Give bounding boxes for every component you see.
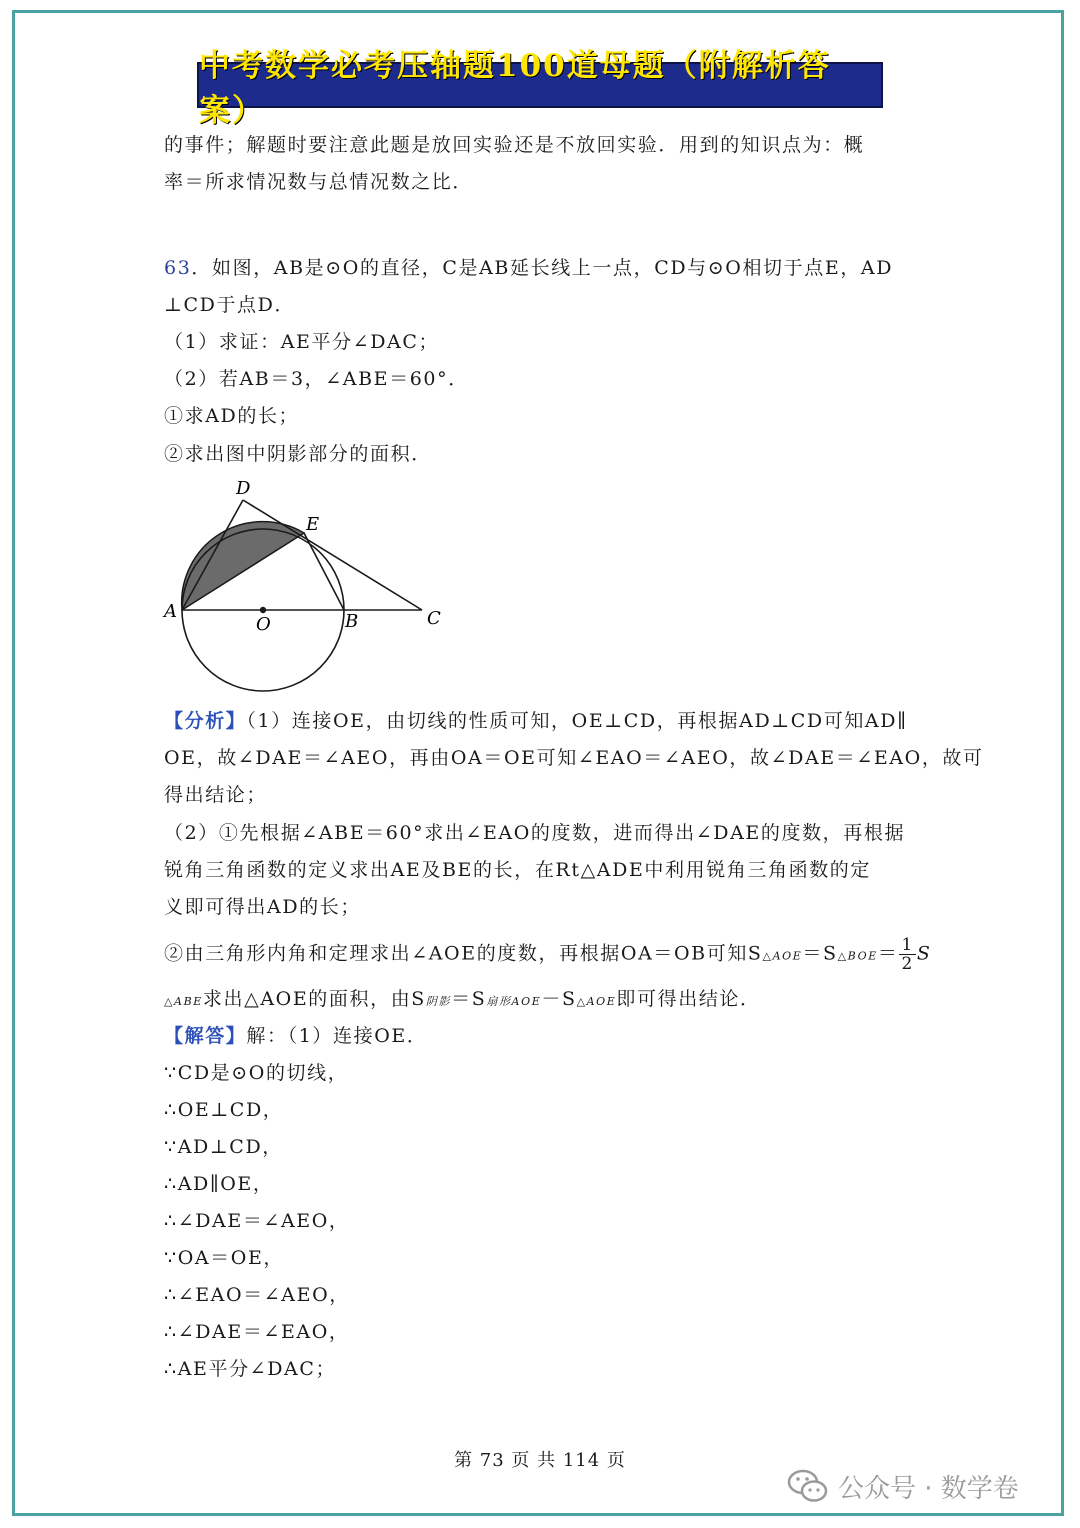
fraction-denominator: 2	[901, 954, 914, 974]
solution-step: ∴AD∥OE，	[164, 1173, 274, 1195]
analysis-tag: 【分析】	[164, 710, 247, 732]
segment-eb	[304, 533, 344, 610]
solution-step: ∵AD⊥CD，	[164, 1136, 283, 1158]
intro-line-1: 的事件；解题时要注意此题是放回实验还是不放回实验．用到的知识点为：概	[164, 134, 865, 156]
analysis-text-7d: S	[916, 942, 932, 965]
analysis-line-8	[164, 987, 761, 1014]
subscript-aoe: △AOE	[762, 949, 803, 963]
problem-stem: ．如图，AB是⊙O的直径，C是AB延长线上一点，CD与⊙O相切于点E，AD	[191, 257, 894, 279]
analysis-line-2: OE，故∠DAE＝∠AEO，再由OA＝OE可知∠EAO＝∠AEO，故∠DAE＝∠EAO，故可	[164, 747, 984, 769]
intro-line-2: 率＝所求情况数与总情况数之比．	[164, 171, 474, 193]
problem-part-1: （1）求证：AE平分∠DAC；	[164, 331, 440, 353]
analysis-line-5: 锐角三角函数的定义求出AE及BE的长，在Rt△ADE中利用锐角三角函数的定	[164, 859, 872, 881]
watermark-text: 公众号 · 数学卷	[838, 1473, 1019, 1504]
label-a: A	[164, 601, 177, 622]
shaded-segment	[182, 522, 304, 610]
solution-step: ∴∠EAO＝∠AEO，	[164, 1284, 350, 1306]
problem-number: 63	[164, 257, 192, 279]
solution-line-intro	[164, 1024, 427, 1048]
analysis-text-8c: －S	[541, 988, 577, 1010]
page-banner-title: 中考数学必考压轴题100道母题（附解析答案）	[197, 62, 883, 108]
fraction-numerator: 1	[901, 935, 914, 955]
analysis-text-7b: ＝S	[802, 942, 838, 965]
fraction-half	[899, 936, 915, 973]
problem-sub-2: ②求出图中阴影部分的面积．	[164, 443, 432, 465]
label-d: D	[236, 478, 251, 499]
analysis-line-6: 义即可得出AD的长；	[164, 896, 361, 918]
analysis-line-4: （2）①先根据∠ABE＝60°求出∠EAO的度数，进而得出∠DAE的度数，再根据	[164, 822, 906, 844]
subscript-shadow: 阴影	[425, 995, 452, 1008]
center-point	[260, 607, 266, 613]
problem-sub-1: ①求AD的长；	[164, 405, 300, 427]
solution-step: ∴∠DAE＝∠AEO，	[164, 1210, 350, 1232]
label-b: B	[345, 611, 359, 632]
analysis-line-3: 得出结论；	[164, 784, 268, 806]
analysis-text-1: （1）连接OE，由切线的性质可知，OE⊥CD，再根据AD⊥CD可知AD∥	[246, 710, 908, 732]
analysis-text-7c: ＝	[877, 942, 899, 965]
subscript-boe: △BOE	[837, 949, 878, 963]
problem-line-2: ⊥CD于点D．	[164, 294, 296, 316]
solution-intro: 解：（1）连接OE．	[246, 1025, 428, 1047]
analysis-text-7a: ②由三角形内角和定理求出∠AOE的度数，再根据OA＝OB可知S	[164, 942, 763, 965]
subscript-abe: △ABE	[164, 995, 203, 1008]
subscript-aoe-2: △AOE	[576, 995, 617, 1008]
label-c: C	[427, 608, 441, 629]
analysis-text-8b: ＝S	[451, 988, 487, 1010]
solution-step: ∴OE⊥CD，	[164, 1099, 284, 1121]
solution-tag: 【解答】	[164, 1025, 247, 1047]
subscript-sector: 扇形AOE	[486, 995, 542, 1008]
solution-step: ∴AE平分∠DAC；	[164, 1358, 337, 1380]
label-e: E	[306, 514, 320, 535]
analysis-text-8d: 即可得出结论．	[616, 988, 761, 1010]
page-footer: 第 73 页 共 114 页	[454, 1450, 626, 1471]
solution-step: ∵CD是⊙O的切线，	[164, 1062, 349, 1084]
label-o: O	[256, 614, 271, 635]
analysis-text-8a: 求出△AOE的面积，由S	[202, 988, 426, 1010]
problem-part-2: （2）若AB＝3，∠ABE＝60°．	[164, 368, 469, 390]
problem-line-1	[164, 256, 893, 280]
analysis-line-7	[164, 936, 931, 973]
wechat-icon	[786, 1466, 830, 1506]
geometry-figure	[160, 474, 460, 700]
solution-step: ∵OA＝OE，	[164, 1247, 285, 1269]
watermark	[786, 1466, 1019, 1506]
solution-step: ∴∠DAE＝∠EAO，	[164, 1321, 350, 1343]
analysis-line-1	[164, 709, 907, 733]
